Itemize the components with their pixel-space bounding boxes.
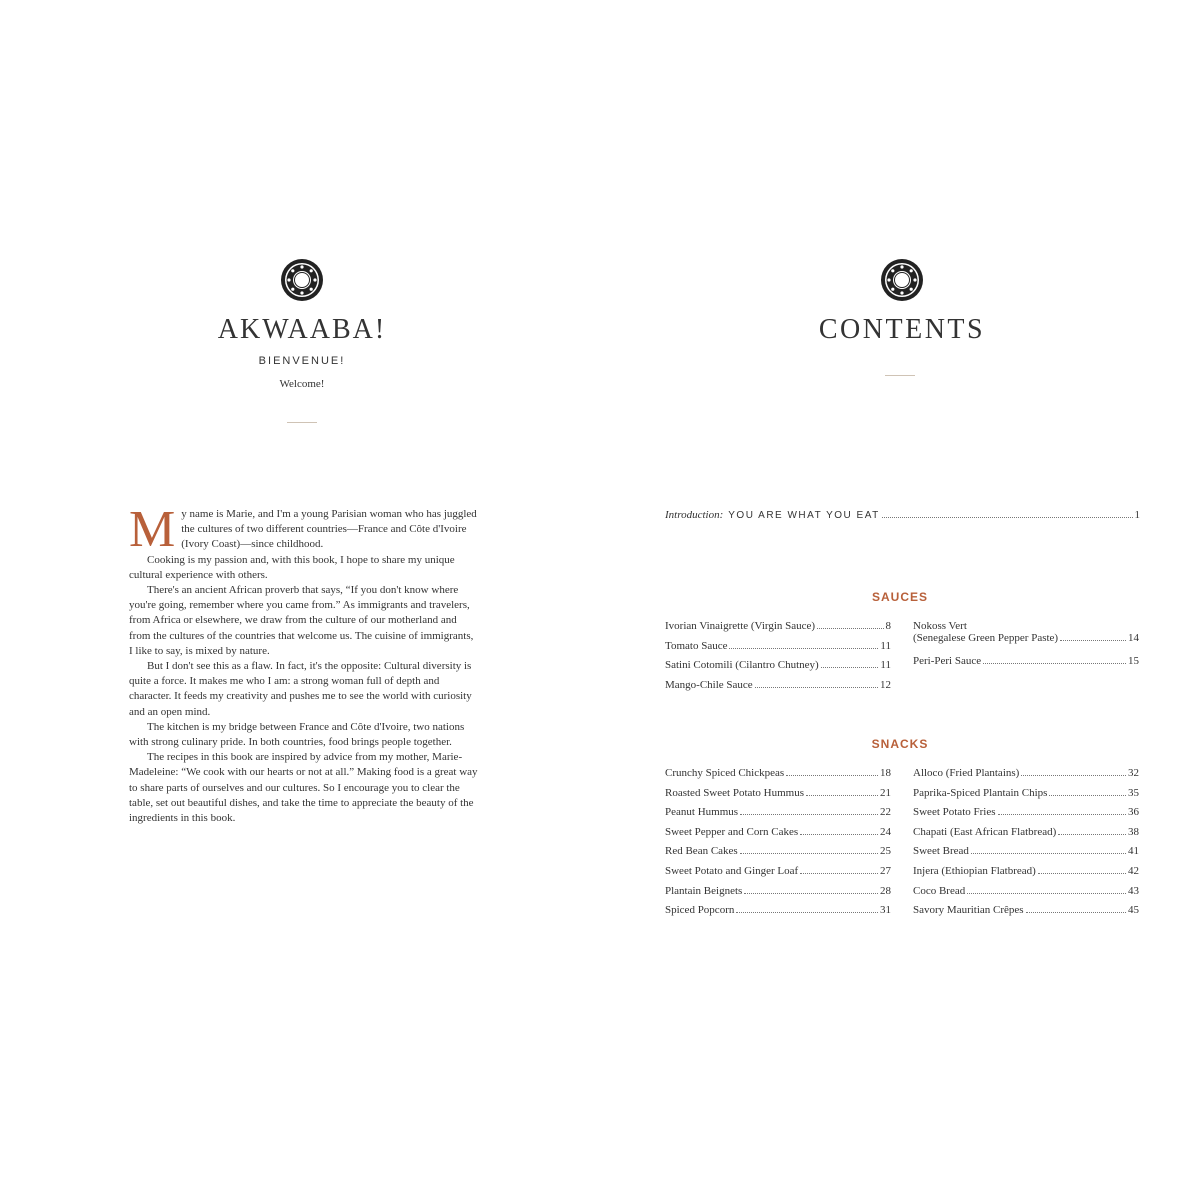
toc-entry[interactable]: Alloco (Fried Plantains) 32 (913, 767, 1139, 779)
intro-text (129, 501, 479, 826)
intro-paragraph: There's an ancient African proverb that says, “If you don't know where you're going, remember where you came from.” As immigrants and travelers, from Africa or elsewhere, we draw from the culture of our motherland and from the cultures of the countries that welcome us. The cuisine of immigrants, I like to say, is mixed by nature. (129, 584, 474, 657)
page-subtitle: BIENVENUE! (258, 355, 346, 367)
toc-entry[interactable]: Roasted Sweet Potato Hummus 21 (665, 786, 891, 799)
toc-entry[interactable]: Peanut Hummus 22 (665, 806, 891, 819)
section-heading-snacks: SNACKS (871, 737, 929, 751)
toc-entry[interactable]: Peri-Peri Sauce 15 (913, 655, 1139, 667)
toc-entry[interactable]: Coco Bread 43 (913, 884, 1139, 897)
sauces-column-left (665, 620, 891, 698)
toc-entry[interactable]: Tomato Sauce 11 (665, 639, 891, 652)
toc-entry[interactable]: Chapati (East African Flatbread) 38 (913, 825, 1139, 838)
page-tagline: Welcome! (279, 378, 325, 390)
toc-entry[interactable]: Sweet Bread 41 (913, 845, 1139, 858)
intro-paragraph: The kitchen is my bridge between France and Côte d'Ivoire, two nations with strong culinary pride. In both countries, food brings people together. (129, 720, 465, 749)
toc-intro-label: Introduction: (665, 509, 724, 521)
toc-entry[interactable]: Plantain Beignets 28 (665, 884, 891, 897)
toc-introduction-entry[interactable] (665, 509, 1140, 521)
toc-entry[interactable]: Sweet Potato and Ginger Loaf 27 (665, 864, 891, 877)
toc-entry[interactable]: Nokoss Vert (Senegalese Green Pepper Paste) 14 (913, 620, 1139, 644)
ornament-medallion-icon (280, 258, 324, 302)
toc-entry[interactable]: Spiced Popcorn 31 (665, 904, 891, 917)
toc-entry[interactable]: Paprika-Spiced Plantain Chips 35 (913, 786, 1139, 799)
toc-entry[interactable]: Mango-Chile Sauce 12 (665, 678, 891, 691)
toc-entry[interactable]: Savory Mauritian Crêpes 45 (913, 904, 1139, 917)
toc-intro-title: YOU ARE WHAT YOU EAT (728, 510, 880, 521)
intro-paragraph: But I don't see this as a flaw. In fact, it's the opposite: Cultural diversity is quite a force. It makes me who I am: a strong woman full of depth and character. It feeds my creativity and pushes me to see the world with curiosity and an open mind. (129, 660, 472, 718)
toc-entry[interactable]: Ivorian Vinaigrette (Virgin Sauce) 8 (665, 620, 891, 632)
toc-entry[interactable]: Satini Cotomili (Cilantro Chutney) 11 (665, 659, 891, 672)
toc-entry[interactable]: Sweet Pepper and Corn Cakes 24 (665, 825, 891, 838)
section-heading-sauces: SAUCES (871, 590, 928, 604)
divider-rule (885, 375, 915, 376)
ornament-medallion-icon (880, 258, 924, 302)
toc-entry[interactable]: Injera (Ethiopian Flatbread) 42 (913, 864, 1139, 877)
toc-entry[interactable]: Sweet Potato Fries 36 (913, 806, 1139, 819)
intro-paragraph: The recipes in this book are inspired by advice from my mother, Marie-Madeleine: “We cook with our hearts or not at all.” Making food is a great way to share parts of ourselves and our cultures. So I encourage you to clear the table, set out beautiful dishes, and take the time to appreciate the beauty of the ingredients in this book. (129, 751, 478, 825)
contents-title: CONTENTS (818, 314, 986, 345)
leader-dots (882, 517, 1133, 518)
drop-cap: M (129, 501, 176, 558)
right-page (600, 0, 1200, 1200)
toc-page-number: 1 (1134, 509, 1140, 521)
snacks-column-left (665, 767, 891, 924)
divider-rule (287, 422, 317, 423)
intro-paragraph: Cooking is my passion and, with this book, I hope to share my unique cultural experience with others. (129, 553, 455, 581)
snacks-column-right (913, 767, 1139, 924)
sauces-column-right (913, 620, 1139, 675)
page-title: AKWAABA! (217, 314, 387, 345)
toc-entry[interactable]: Red Bean Cakes 25 (665, 845, 891, 858)
toc-entry[interactable]: Crunchy Spiced Chickpeas 18 (665, 767, 891, 779)
intro-paragraph: My name is Marie, and I'm a young Parisian woman who has juggled the cultures of two different countries—France and Côte d'Ivoire (Ivory Coast)—since childhood. (129, 501, 477, 558)
